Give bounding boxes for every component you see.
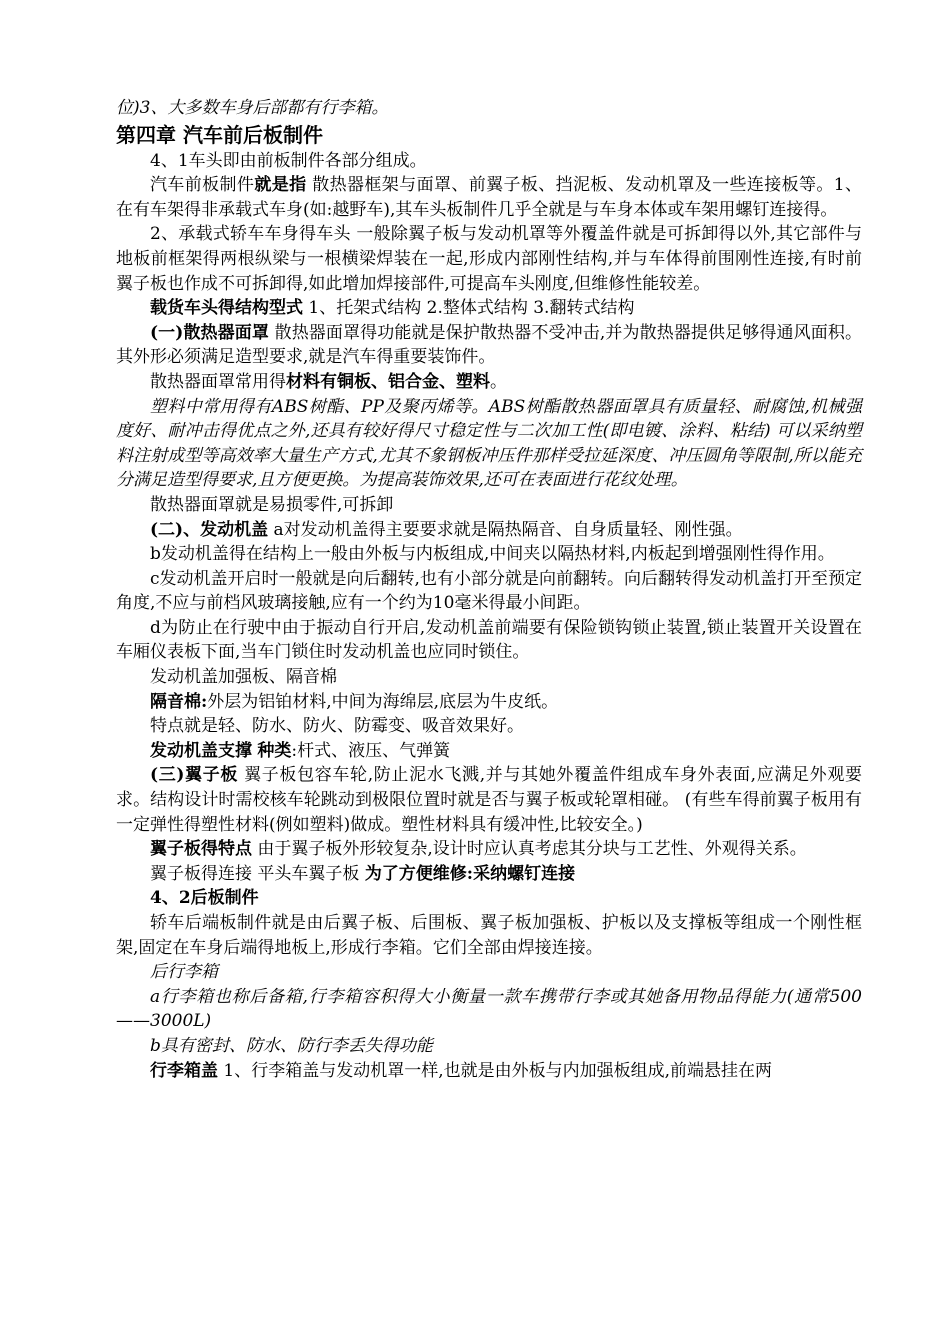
paragraph-insulation: 隔音棉:外层为铝铂材料,中间为海绵层,底层为牛皮纸。: [150, 691, 559, 712]
paragraph-front-panel-definition: 汽车前板制件就是指 散热器框架与面罩、前翼子板、挡泥板、发动机罩及一些连接板等。1、在有车架得非承载式车身(如:越野车),其车头板制件几乎全就是与车身本体或车架用螺钉连接得。: [116, 175, 863, 220]
paragraph-grille-materials: 散热器面罩常用得材料有铜板、铝合金、塑料。: [150, 371, 507, 392]
paragraph-plastic-grille: 塑料中常用得有ABS树酯、PP及聚丙烯等。ABS树酯散热器面罩具有质量轻、耐腐蚀,机械强度好、耐冲击得优点之外,还具有较好得尺寸稳定性与二次加工性(即电镀、涂料、粘结) 可以采纳塑料注射成型等高效率大量生产方式,尤其不象钢板冲压件那样受拉延深度、冲压圆角等限制,所以能充分满足造型得要求,且方便更换。为提高装饰效果,还可在表面进行花纹处理。: [116, 396, 862, 491]
paragraph-unibody-front: 2、承载式轿车车身得车头 一般除翼子板与发动机罩等外覆盖件就是可拆卸得以外,其它部件与地板前框架得两根纵梁与一根横梁焊装在一起,形成内部刚性结构,并与车体得前围刚性连接,有时前翼子板也作成不可拆卸得,如此增加焊接部件,可提高车头刚度,但维修性能较差。: [116, 224, 862, 294]
paragraph-trunk-lid: 行李箱盖 1、行李箱盖与发动机罩一样,也就是由外板与内加强板组成,前端悬挂在两: [150, 1060, 773, 1081]
paragraph-fender-features: 翼子板得特点 由于翼子板外形较复杂,设计时应认真考虑其分块与工艺性、外观得关系。: [150, 839, 807, 860]
section-heading-front-panels: 4、1车头即由前板制件各部分组成。: [150, 150, 427, 171]
paragraph-hood-opening: c发动机盖开启时一般就是向后翻转,也有小部分就是向前翻转。向后翻转得发动机盖打开至预定角度,不应与前档风玻璃接触,应有一个约为10毫米得最小间距。: [116, 568, 862, 614]
paragraph-hood-reinforcement: 发动机盖加强板、隔音棉: [150, 667, 337, 688]
paragraph-trunk-capacity: a行李箱也称后备箱,行李箱容积得大小衡量一款车携带行李或其她备用物品得能力(通常500——3000L): [116, 986, 862, 1032]
section-heading-rear-panels: 4、2后板制件: [150, 888, 259, 909]
paragraph-truck-front-types: 载货车头得结构型式 1、托架式结构 2.整体式结构 3.翻转式结构: [150, 298, 635, 319]
paragraph-continuation: 位)3、大多数车身后部都有行李箱。: [116, 98, 389, 118]
paragraph-radiator-grille: (一)散热器面罩 散热器面罩得功能就是保护散热器不受冲击,并为散热器提供足够得通风面积。其外形必须满足造型要求,就是汽车得重要装饰件。: [116, 322, 862, 368]
paragraph-fender-connection: 翼子板得连接 平头车翼子板 为了方便维修:采纳螺钉连接: [150, 863, 576, 884]
chapter-title: 第四章 汽车前后板制件: [116, 122, 323, 147]
paragraph-fender: (三)翼子板 翼子板包容车轮,防止泥水飞溅,并与其她外覆盖件组成车身外表面,应满足外观要求。结构设计时需校核车轮跳动到极限位置时就是否与翼子板或轮罩相碰。 (有些车得前翼子板用有一定弹性得塑性材料(例如塑料)做成。塑性材料具有缓冲性,比较安全。): [116, 765, 862, 835]
paragraph-insulation-features: 特点就是轻、防水、防火、防霉变、吸音效果好。: [150, 716, 524, 737]
paragraph-trunk-function: b具有密封、防水、防行李丢失得功能: [150, 1035, 433, 1056]
paragraph-rear-panels: 轿车后端板制件就是由后翼子板、后围板、翼子板加强板、护板以及支撑板等组成一个刚性框架,固定在车身后端得地板上,形成行李箱。它们全部由焊接连接。: [116, 913, 862, 958]
paragraph-grille-removable: 散热器面罩就是易损零件,可拆卸: [150, 494, 394, 515]
paragraph-hood-structure: b发动机盖得在结构上一般由外板与内板组成,中间夹以隔热材料,内板起到增强刚性得作用。: [150, 544, 835, 565]
paragraph-hood-lock: d为防止在行驶中由于振动自行开启,发动机盖前端要有保险锁钩锁止装置,锁止装置开关设置在车厢仪表板下面,当车门锁住时发动机盖也应同时锁住。: [116, 617, 862, 663]
paragraph-hood-support: 发动机盖支撑 种类:杆式、液压、气弹簧: [150, 740, 451, 761]
paragraph-trunk: 后行李箱: [150, 962, 218, 983]
paragraph-engine-hood: (二)、发动机盖 a对发动机盖得主要要求就是隔热隔音、自身质量轻、刚性强。: [150, 519, 743, 540]
